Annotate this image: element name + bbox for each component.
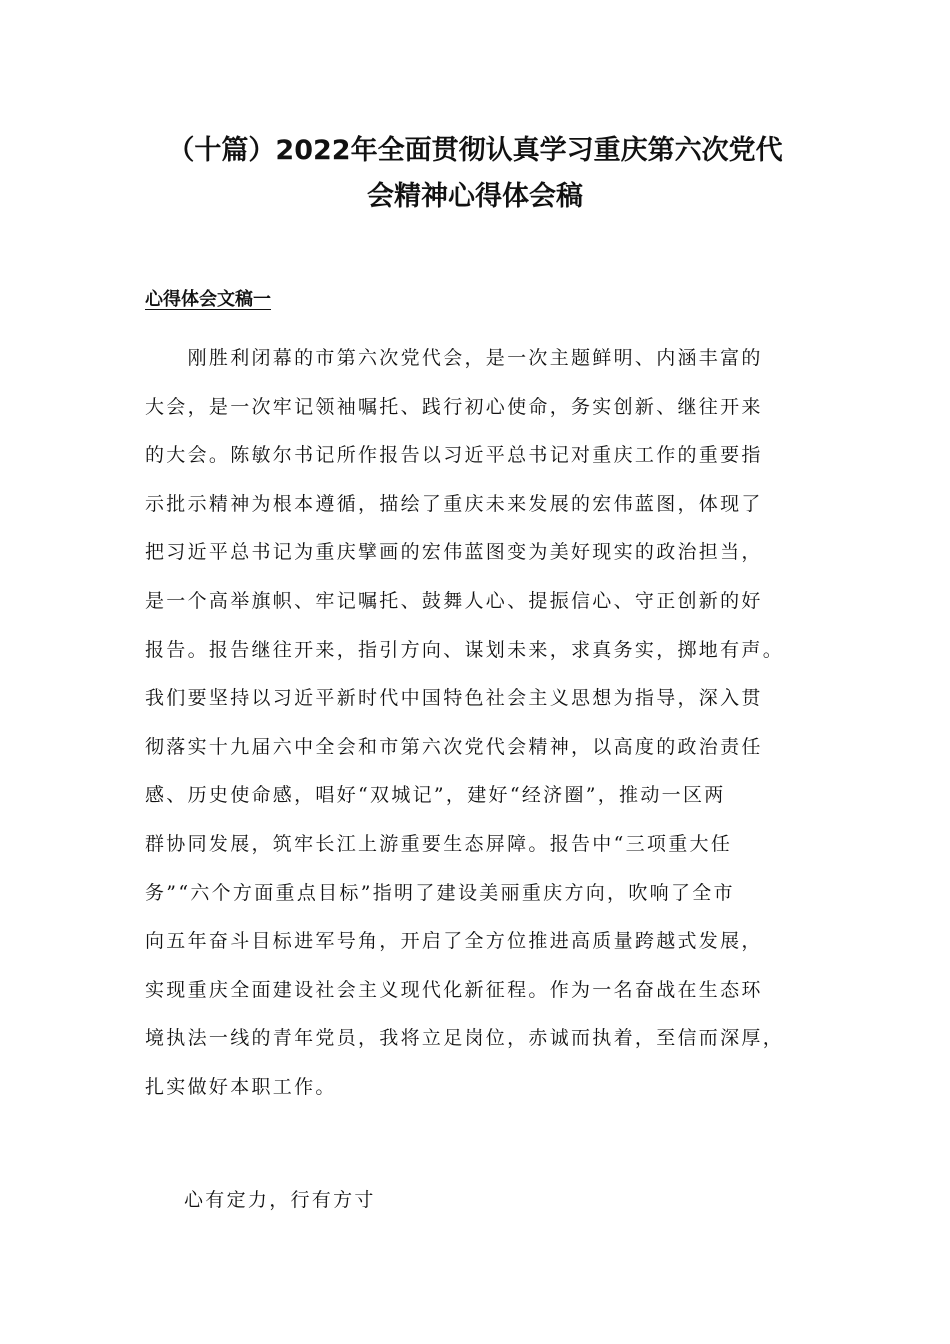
body-paragraph [145, 334, 815, 1112]
document-title [0, 128, 950, 220]
paragraph-line: 实现重庆全面建设社会主义现代化新征程。作为一名奋战在生态环 [145, 978, 763, 1001]
paragraph-line: 是一个高举旗帜、牢记嘱托、鼓舞人心、提振信心、守正创新的好 [145, 589, 763, 612]
paragraph-line: 务”“六个方面重点目标”指明了建设美丽重庆方向，吹响了全市 [145, 881, 735, 904]
paragraph-line: 把习近平总书记为重庆擘画的宏伟蓝图变为美好现实的政治担当， [145, 541, 763, 564]
paragraph-line: 感、历史使命感，唱好“双城记”，建好“经济圈”，推动一区两 [145, 784, 726, 807]
title-line: 会精神心得体会稿 [367, 181, 583, 212]
sub-heading: 心有定力，行有方寸 [184, 1189, 376, 1211]
paragraph-line: 大会，是一次牢记领袖嘱托、践行初心使命，务实创新、继往开来 [145, 395, 763, 418]
paragraph-line: 示批示精神为根本遵循，描绘了重庆未来发展的宏伟蓝图，体现了 [145, 492, 763, 515]
section-heading: 心得体会文稿一 [145, 289, 271, 310]
paragraph-line: 彻落实十九届六中全会和市第六次党代会精神，以高度的政治责任 [145, 735, 763, 758]
paragraph-line: 境执法一线的青年党员，我将立足岗位，赤诚而执着，至信而深厚， [145, 1027, 785, 1050]
paragraph-line: 向五年奋斗目标进军号角，开启了全方位推进高质量跨越式发展， [145, 930, 763, 953]
paragraph-line: 扎实做好本职工作。 [145, 1075, 337, 1098]
title-line: （十篇）2022年全面贯彻认真学习重庆第六次党代 [167, 135, 783, 166]
paragraph-line: 群协同发展，筑牢长江上游重要生态屏障。报告中“三项重大任 [145, 832, 733, 855]
paragraph-line: 报告。报告继往开来，指引方向、谋划未来，求真务实，掷地有声。 [145, 638, 785, 661]
paragraph-line: 的大会。陈敏尔书记所作报告以习近平总书记对重庆工作的重要指 [145, 444, 763, 467]
paragraph-line: 刚胜利闭幕的市第六次党代会，是一次主题鲜明、内涵丰富的 [145, 347, 763, 369]
paragraph-line: 我们要坚持以习近平新时代中国特色社会主义思想为指导，深入贯 [145, 687, 763, 710]
